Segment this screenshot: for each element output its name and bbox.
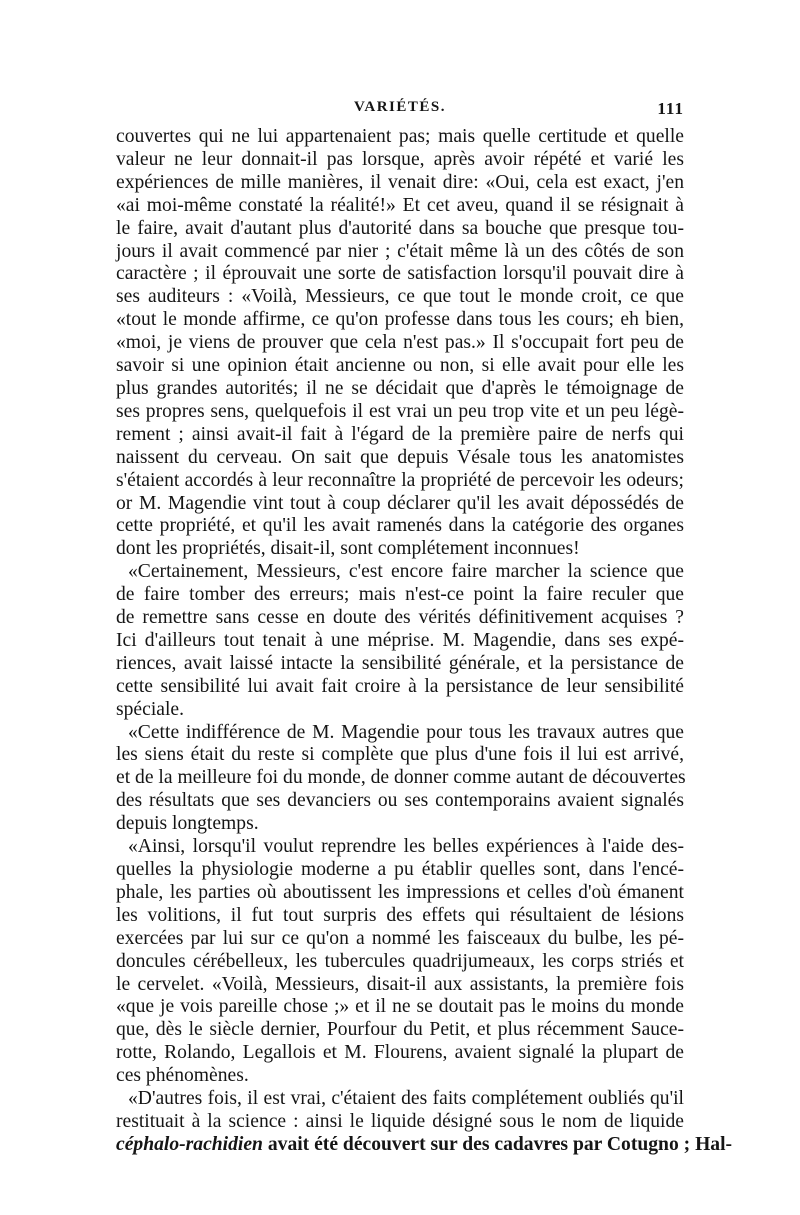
text-line: exercées par lui sur ce qu'on a nommé les faisceaux du bulbe, les pé- — [116, 927, 684, 949]
text-line: Ici d'ailleurs tout tenait à une méprise. M. Magendie, dans ses expé- — [116, 629, 684, 651]
text-line: naissent du cerveau. On sait que depuis Vésale tous les anatomistes — [116, 446, 684, 468]
paragraph-start-line: «D'autres fois, il est vrai, c'étaient des faits complétement oubliés qu'il — [128, 1088, 684, 1110]
text-line: rotte, Rolando, Legallois et M. Flourens, avaient signalé la plupart de — [116, 1042, 684, 1064]
text-line: de faire tomber des erreurs; mais n'est-ce point la faire reculer que — [116, 584, 684, 606]
text-line: de remettre sans cesse en doute des vérités définitivement acquises ? — [116, 607, 684, 629]
italic-term: céphalo-rachidien — [116, 1133, 263, 1155]
text-line: cette sensibilité lui avait fait croire à la persistance de leur sensibilité — [116, 675, 684, 697]
page-number: 111 — [657, 99, 684, 118]
text-line: depuis longtemps. — [116, 813, 259, 835]
text-line: dont les propriétés, disait-il, sont complétement inconnues! — [116, 538, 580, 560]
text-line: restituait à la science : ainsi le liquide désigné sous le nom de liquide — [116, 1110, 684, 1132]
text-line: des résultats que ses devanciers ou ses contemporains avaient signalés — [116, 790, 684, 812]
text-line — [116, 1133, 733, 1157]
text-line: spéciale. — [116, 698, 184, 720]
paragraph-start-line: «Certainement, Messieurs, c'est encore faire marcher la science que — [128, 561, 684, 583]
text-line: et de la meilleure foi du monde, de donner comme autant de découvertes — [116, 767, 686, 789]
text-line: doncules cérébelleux, les tubercules quadrijumeaux, les corps striés et — [116, 950, 684, 972]
running-header — [116, 99, 684, 125]
text-line: riences, avait laissé intacte la sensibilité générale, et la persistance de — [116, 652, 684, 674]
text-line: caractère ; il éprouvait une sorte de satisfaction lorsqu'il pouvait dire à — [116, 263, 684, 285]
text-line-rest: avait été découvert sur des cadavres par Cotugno ; Hal- — [262, 1133, 733, 1155]
text-line: savoir si une opinion était ancienne ou non, si elle avait pour elle les — [116, 355, 684, 377]
text-line: jours il avait commencé par nier ; c'était même là un des côtés de son — [116, 240, 684, 262]
text-line: couvertes qui ne lui appartenaient pas; mais quelle certitude et quelle — [116, 126, 684, 147]
running-title: VARIÉTÉS. — [353, 99, 446, 115]
text-line: les volitions, il fut tout surpris des effets qui résultaient de lésions — [116, 904, 684, 926]
text-line: plus grandes autorités; il ne se décidait que d'après le témoignage de — [116, 377, 684, 399]
text-line: rement ; ainsi avait-il fait à l'égard de la première paire de nerfs qui — [116, 423, 684, 445]
text-line: les siens était du reste si complète que plus d'une fois il lui est arrivé, — [116, 744, 684, 766]
text-line: expériences de mille manières, il venait dire: «Oui, cela est exact, j'en — [116, 171, 684, 193]
text-line: que, dès le siècle dernier, Pourfour du Petit, et plus récemment Sauce- — [116, 1019, 684, 1041]
text-line: «moi, je viens de prouver que cela n'est pas.» Il s'occupait fort peu de — [116, 332, 684, 354]
text-line: «ai moi-même constaté la réalité!» Et cet aveu, quand il se résignait à — [116, 194, 684, 216]
text-line: le cervelet. «Voilà, Messieurs, disait-il aux assistants, la première fois — [116, 973, 684, 995]
text-line: ses propres sens, quelquefois il est vrai un peu trop vite et un peu légè- — [116, 400, 684, 422]
body-text — [116, 126, 733, 1157]
text-line: s'étaient accordés à leur reconnaître la propriété de percevoir les odeurs; — [116, 469, 684, 491]
text-line: cette propriété, et qu'il les avait ramenés dans la catégorie des organes — [116, 515, 684, 537]
text-line: ces phénomènes. — [116, 1065, 249, 1087]
text-line: valeur ne leur donnait-il pas lorsque, après avoir répété et varié les — [116, 148, 684, 170]
text-line: phale, les parties où aboutissent les impressions et celles d'où émanent — [116, 881, 684, 903]
text-line: «que je vois pareille chose ;» et il ne se doutait pas le moins du monde — [116, 996, 684, 1018]
text-line: or M. Magendie vint tout à coup déclarer qu'il les avait dépossédés de — [116, 492, 684, 514]
text-line: le faire, avait d'autant plus d'autorité dans sa bouche que presque tou- — [116, 217, 684, 239]
paragraph-start-line: «Cette indifférence de M. Magendie pour tous les travaux autres que — [128, 721, 684, 743]
text-line: quelles la physiologie moderne a pu établir quelles sont, dans l'encé- — [116, 859, 684, 880]
text-line: «tout le monde affirme, ce qu'on professe dans tous les cours; eh bien, — [116, 309, 684, 331]
text-line: ses auditeurs : «Voilà, Messieurs, ce que tout le monde croit, ce que — [116, 286, 684, 308]
paragraph-start-line: «Ainsi, lorsqu'il voulut reprendre les belles expériences à l'aide des- — [128, 836, 684, 858]
